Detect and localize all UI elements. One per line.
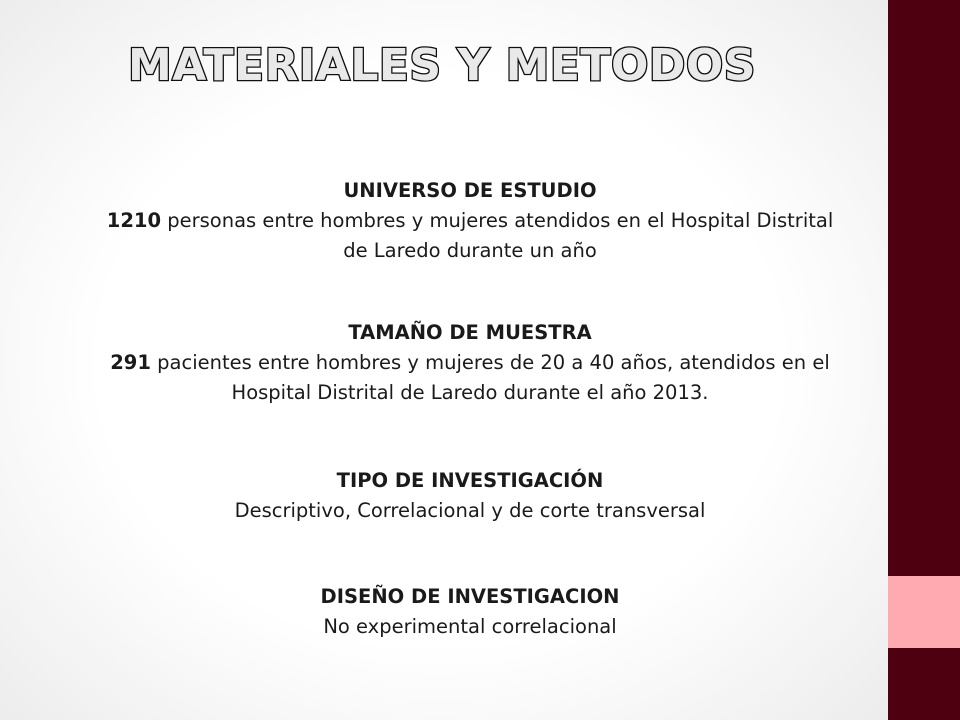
section-text-line: No experimental correlacional (323, 615, 617, 638)
section-text-line: de Laredo durante un año (343, 239, 597, 262)
sidebar-accent-block (888, 576, 960, 648)
decorative-sidebar (888, 0, 960, 720)
section-text-line: Hospital Distrital de Laredo durante el año 2013. (231, 381, 709, 404)
section-heading: DISEÑO DE INVESTIGACION (320, 585, 620, 608)
section-heading: TIPO DE INVESTIGACIÓN (336, 469, 604, 492)
section-text-line (60, 206, 880, 236)
section-universo (60, 176, 880, 266)
section-diseno (60, 582, 880, 642)
section-heading: TAMAÑO DE MUESTRA (348, 321, 592, 344)
section-text-line: Descriptivo, Correlacional y de corte transversal (234, 499, 706, 522)
section-heading: UNIVERSO DE ESTUDIO (343, 179, 597, 202)
highlight-number: 1210 (106, 209, 162, 232)
section-text: personas entre hombres y mujeres atendidos en el Hospital Distrital (161, 209, 834, 232)
highlight-number: 291 (110, 351, 151, 374)
section-muestra (60, 318, 880, 408)
slide-title: MATERIALES Y METODOS (128, 40, 756, 91)
section-tipo (60, 466, 880, 526)
section-text-line (60, 348, 880, 378)
section-text: pacientes entre hombres y mujeres de 20 a 40 años, atendidos en el (150, 351, 830, 374)
